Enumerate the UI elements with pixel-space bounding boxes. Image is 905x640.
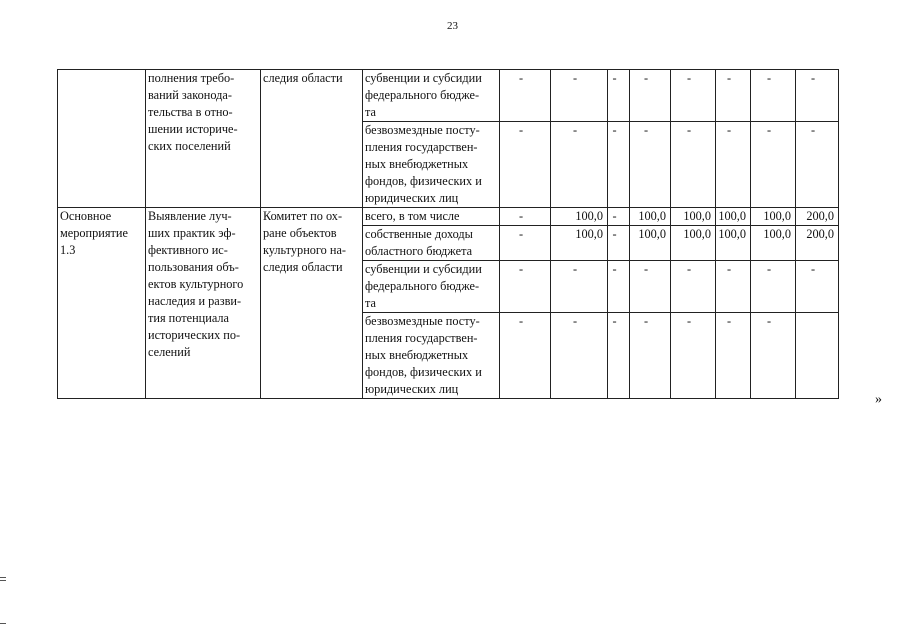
table-cell: - — [500, 226, 551, 261]
table-cell: - — [630, 122, 671, 208]
table-row — [58, 208, 839, 226]
table-cell: собственные доходы областного бюджета — [363, 226, 500, 261]
table-cell: 100,0 — [671, 208, 716, 226]
table-cell: полнения требо- ваний законода- тельства в отно- шении историче- ских поселений — [146, 70, 261, 208]
table-cell: - — [751, 122, 796, 208]
table-cell: - — [796, 261, 839, 313]
table-cell: - — [551, 122, 608, 208]
table-row — [58, 70, 839, 122]
edge-mark — [0, 623, 6, 624]
table-cell: - — [630, 70, 671, 122]
table-cell: - — [751, 70, 796, 122]
table-cell: - — [551, 70, 608, 122]
table-cell: - — [500, 208, 551, 226]
table-cell: - — [630, 313, 671, 399]
table-cell: - — [751, 261, 796, 313]
table-cell: Основное мероприятие 1.3 — [58, 208, 146, 399]
table-cell: 100,0 — [751, 208, 796, 226]
table-cell: - — [608, 208, 630, 226]
table-cell: безвозмездные посту- пления государствен- ных внебюджетных фондов, физических и юридических лиц — [363, 313, 500, 399]
table-cell: - — [716, 122, 751, 208]
table-cell: следия области — [261, 70, 363, 208]
closing-quote-mark: » — [875, 392, 882, 407]
table-cell: Комитет по ох- ране объектов культурного на- следия области — [261, 208, 363, 399]
table-cell: - — [608, 313, 630, 399]
table-cell: безвозмездные посту- пления государствен- ных внебюджетных фондов, физических и юридических лиц — [363, 122, 500, 208]
table-cell: - — [630, 261, 671, 313]
table-cell: 100,0 — [716, 208, 751, 226]
table-cell: - — [608, 70, 630, 122]
table-cell: 100,0 — [751, 226, 796, 261]
table-cell — [58, 70, 146, 208]
table-cell: - — [716, 313, 751, 399]
edge-mark — [0, 577, 6, 578]
table-cell: - — [500, 313, 551, 399]
table-cell: - — [796, 122, 839, 208]
table-cell: 100,0 — [716, 226, 751, 261]
table-cell: 100,0 — [551, 208, 608, 226]
table-cell: - — [751, 313, 796, 399]
table-cell — [796, 313, 839, 399]
table-cell: - — [671, 70, 716, 122]
table-cell: - — [500, 261, 551, 313]
table-cell: - — [716, 261, 751, 313]
table-cell: - — [551, 261, 608, 313]
table-cell: 100,0 — [551, 226, 608, 261]
table-cell: - — [796, 70, 839, 122]
table-cell: - — [551, 313, 608, 399]
table-cell: Выявление луч- ших практик эф- фективного ис- пользования объ- ектов культурного наследия и разви- тия потенциала исторических по- селений — [146, 208, 261, 399]
table-cell: 100,0 — [671, 226, 716, 261]
table-cell: 100,0 — [630, 208, 671, 226]
table-cell: - — [608, 261, 630, 313]
table-cell: субвенции и субсидии федерального бюдже- та — [363, 261, 500, 313]
table-cell: - — [671, 261, 716, 313]
table-cell: всего, в том числе — [363, 208, 500, 226]
table-cell: - — [500, 122, 551, 208]
table-cell: субвенции и субсидии федерального бюдже- та — [363, 70, 500, 122]
budget-table — [57, 69, 839, 399]
table-cell: - — [716, 70, 751, 122]
edge-mark — [0, 580, 6, 581]
table-cell: 200,0 — [796, 208, 839, 226]
table-cell: - — [671, 122, 716, 208]
table-cell: - — [608, 226, 630, 261]
table-cell: 100,0 — [630, 226, 671, 261]
table-cell: 200,0 — [796, 226, 839, 261]
table-cell: - — [608, 122, 630, 208]
table-cell: - — [500, 70, 551, 122]
page-number: 23 — [447, 20, 458, 32]
table-cell: - — [671, 313, 716, 399]
